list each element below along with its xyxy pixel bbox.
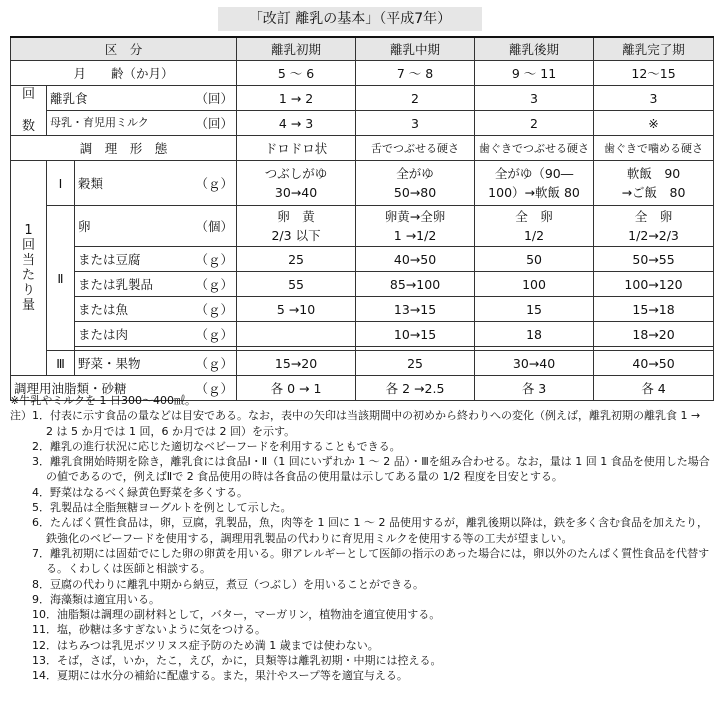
row-label [47,111,237,136]
table-cell: 全 卵 1/2→2/3 [594,206,714,247]
table-cell: 舌でつぶせる硬さ [356,136,475,161]
note-item: 14．夏期には水分の補給に配慮する。また，果汁やスープ等を適宜与える。 [32,669,408,683]
note-item: 9．海藻類は適宜用いる。 [32,592,160,606]
table-cell: 歯ぐきでつぶせる硬さ [475,136,594,161]
table-cell: 18→20 [594,322,714,347]
note-item: 2．離乳の進行状況に応じた適切なベビーフードを利用することもできる。 [32,439,401,453]
unit-label: （回） [195,116,234,131]
table-row [11,297,714,322]
table-cell: 12〜15 [594,61,714,86]
table-cell: 40→50 [356,247,475,272]
group-numeral: Ⅲ [47,351,75,376]
table-row-texture [11,136,714,161]
unit-label: （ｇ） [195,327,234,342]
count-side-label [11,86,47,136]
side-char: た [21,267,35,283]
notes-head: 注） [10,409,32,423]
table-cell: 卵 黄 2/3 以下 [237,206,356,247]
table-row-egg [11,206,714,247]
table-row-group3 [11,351,714,376]
table-cell: 55 [237,272,356,297]
table-cell: 50 [475,247,594,272]
table-cell: つぶしがゆ 30→40 [237,161,356,206]
unit-label: （ｇ） [195,381,234,396]
table-row-group1 [11,161,714,206]
table-cell: 25 [237,247,356,272]
row-label [75,351,237,376]
table-cell: 85→100 [356,272,475,297]
table-row [11,111,714,136]
note-item: 12．はちみつは乳児ボツリヌス症予防のため満 1 歳までは使わない。 [32,638,379,652]
row-label-text: または肉 [78,327,129,342]
header-stage: 離乳後期 [475,37,594,61]
table-row [11,247,714,272]
unit-label: （回） [195,91,234,106]
table-cell: 卵黄→全卵 1 →1/2 [356,206,475,247]
table-cell: 4 → 3 [237,111,356,136]
table-cell: 50→55 [594,247,714,272]
row-label-text: または乳製品 [78,277,154,292]
row-label [75,272,237,297]
table-cell: 15→18 [594,297,714,322]
note-item: 10．油脂類は調理の副材料として，バター，マーガリン，植物油を適宜使用する。 [32,608,441,622]
header-stage: 離乳完了期 [594,37,714,61]
table-cell: 各 4 [594,376,714,401]
row-label: 調 理 形 態 [11,136,237,161]
notes-section [10,393,710,684]
table-cell: 軟飯 90 →ご飯 80 [594,161,714,206]
row-label-text: 野菜・果物 [78,356,141,371]
unit-label: （個） [195,219,234,234]
table-cell: 2 [475,111,594,136]
row-label [75,297,237,322]
table-cell: 3 [475,86,594,111]
table-cell: 25 [356,351,475,376]
table-cell: 100 [475,272,594,297]
unit-label: （ｇ） [195,302,234,317]
table-cell: 100→120 [594,272,714,297]
side-char: 量 [21,297,35,313]
side-char: 1 [24,222,33,238]
table-cell: 15 [475,297,594,322]
table-cell: 7 〜 8 [356,61,475,86]
group-numeral: Ⅱ [47,206,75,351]
row-label [75,161,237,206]
table-cell: 13→15 [356,297,475,322]
note-item: 4．野菜はなるべく緑黄色野菜を多くする。 [32,485,248,499]
row-label [47,86,237,111]
note-item: 6．たんぱく質性食品は，卵，豆腐，乳製品，魚，肉等を 1 回に 1 〜 2 品使用するが，離乳後期以降は，鉄を多く含む食品を加えたり，鉄強化のベビーフードを使用する，調理用乳製品の代わりに育児用ミルクを使用する等の工夫が望ましい。 [32,516,708,545]
row-label [75,206,237,247]
weaning-table [10,36,714,401]
footnote: ※牛乳やミルクを 1 日300〜400㎖。 [10,394,196,407]
table-cell: 5 →10 [237,297,356,322]
table-cell: 全がゆ（90― 100）→軟飯 80 [475,161,594,206]
table-cell: 5 〜 6 [237,61,356,86]
table-cell: 全 卵 1/2 [475,206,594,247]
table-cell [237,322,356,347]
per-meal-side-label [11,161,47,376]
row-label [75,247,237,272]
header-stage: 離乳初期 [237,37,356,61]
table-cell: 歯ぐきで噛める硬さ [594,136,714,161]
side-char: 当 [21,252,35,268]
table-row [11,322,714,347]
note-item: 7．離乳初期には固茹でにした卵の卵黄を用いる。卵アレルギーとして医師の指示のあった場合には，卵以外のたんぱく質性食品を代替する。くわしくは医師と相談する。 [32,546,710,576]
row-label-text: または魚 [78,302,129,317]
table-header-row [11,37,714,61]
table-cell: 1 → 2 [237,86,356,111]
note-item: 13．そば，さば，いか，たこ，えび，かに，貝類等は離乳初期・中期には控える。 [32,654,442,668]
table-cell: ドロドロ状 [237,136,356,161]
row-label-text: 穀類 [78,176,104,191]
table-cell: 各 2 →2.5 [356,376,475,401]
unit-label: （ｇ） [195,252,234,267]
table-cell: ※ [594,111,714,136]
table-cell: 各 3 [475,376,594,401]
group-numeral: Ⅰ [47,161,75,206]
header-category: 区 分 [11,37,237,61]
table-cell: 18 [475,322,594,347]
note-item: 3．離乳食開始時期を除き，離乳食には食品Ⅰ・Ⅱ（1 回にいずれか 1 〜 2 品）・Ⅲを組み合わせる。なお，量は 1 回 1 食品を使用した場合の値であるので，例えばⅡで 2 食品使用の時は各食品の使用量は示してある量の 1/2 程度を目安とする。 [32,455,710,484]
document-title: 「改訂 離乳の基本」（平成7年） [218,7,482,31]
side-char: 回 [21,86,35,102]
table-cell: 3 [594,86,714,111]
row-label-text: 卵 [78,219,91,234]
note-item: 1．付表に示す食品の量などは目安である。なお，表中の矢印は当該期間中の初めから終わりへの変化（例えば，離乳初期の離乳食 1 → 2 は 5 か月では 1 回，6 か月では 2 回）を示す。 [32,409,701,438]
notes-list [32,408,710,683]
side-char: 数 [21,118,35,134]
note-item: 8．豆腐の代わりに離乳中期から納豆，煮豆（つぶし）を用いることができる。 [32,577,424,591]
side-char: 回 [21,237,35,253]
unit-label: （ｇ） [195,176,234,191]
row-label [75,322,237,347]
row-label-text: または豆腐 [78,252,141,267]
table-row [11,272,714,297]
table-cell: 9 〜 11 [475,61,594,86]
table-cell: 15→20 [237,351,356,376]
note-item: 11．塩，砂糖は多すぎないように気をつける。 [32,623,266,637]
header-stage: 離乳中期 [356,37,475,61]
unit-label: （ｇ） [195,277,234,292]
table-cell: 2 [356,86,475,111]
row-label-text: 調理用油脂類・砂糖 [14,381,127,396]
table-cell: 30→40 [475,351,594,376]
unit-label: （ｇ） [195,356,234,371]
row-label: 月 齢（か月） [11,61,237,86]
table-cell: 全がゆ 50→80 [356,161,475,206]
row-label-text: 離乳食 [50,91,88,106]
table-row-age [11,61,714,86]
row-label-text: 母乳・育児用ミルク [50,116,149,129]
table-cell: 40→50 [594,351,714,376]
note-item: 5．乳製品は全脂無糖ヨーグルトを例として示した。 [32,501,292,515]
table-cell: 3 [356,111,475,136]
table-row [11,86,714,111]
table-cell: 10→15 [356,322,475,347]
table-cell: 各 0 → 1 [237,376,356,401]
side-char: り [21,282,35,298]
